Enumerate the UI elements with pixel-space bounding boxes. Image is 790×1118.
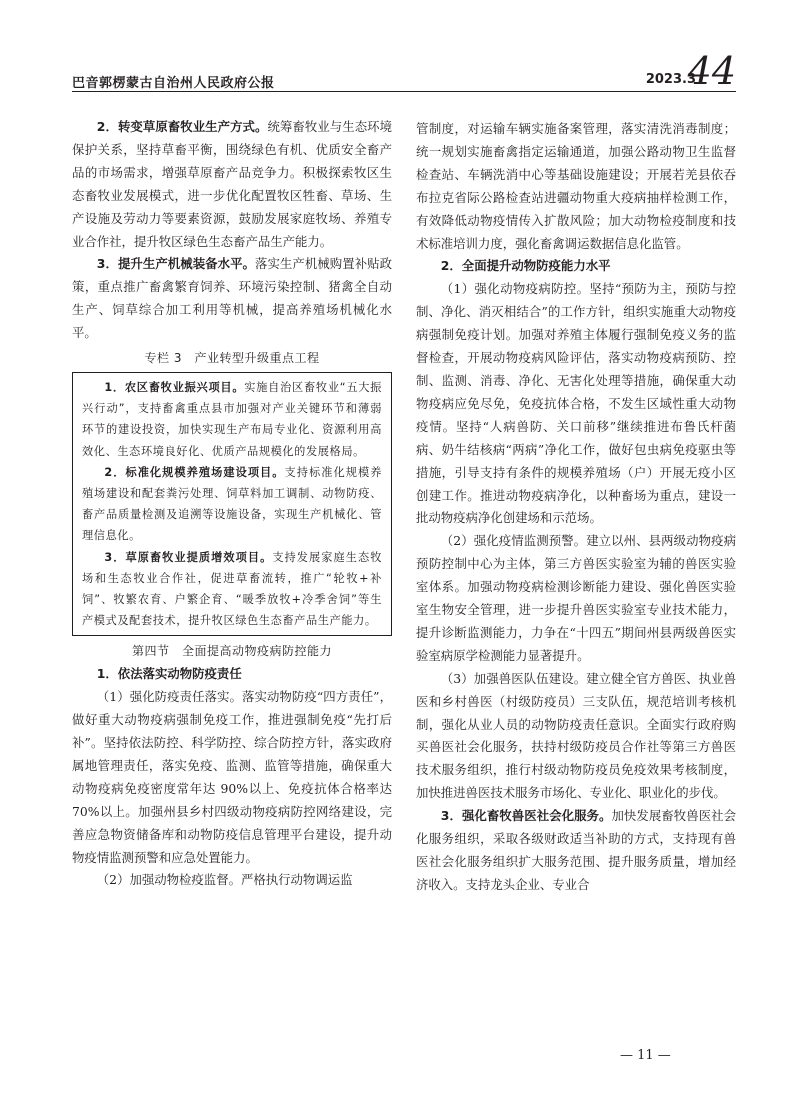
chapter-heading: 第四节 全面提高动物疫病防控能力: [131, 644, 332, 659]
paragraph-body: 加快发展畜牧兽医社会化服务组织，采取各级财政适当补助的方式，支持现有兽医社会化服务组织扩大服务范围、提升服务质量，增加经济收入。支持龙头企业、专业合: [416, 808, 736, 892]
paragraph-heading: 2．转变草原畜牧业生产方式。: [96, 119, 268, 134]
paragraph: （2）加强动物检疫监督。严格执行动物调运监: [96, 872, 353, 888]
paragraph-heading: 3．强化畜牧兽医社会化服务。: [440, 808, 612, 824]
paragraph: [72, 253, 392, 345]
header-rule: [72, 91, 736, 92]
box-item-body: 支持发展家庭生态牧场和生态牧业合作社，促进草畜流转，推广“轮牧+补饲”、牧繁农育、户繁企育、“暖季放牧+冷季舍饲”等生产模式及配套技术，提升牧区绿色生态畜产品生产能力。: [82, 550, 382, 628]
feature-box: [72, 372, 392, 636]
paragraph: （2）强化疫情监测预警。建立以州、县两级动物疫病预防控制中心为主体，第三方兽医实验室为辅的兽医实验室体系。加强动物疫病检测诊断能力建设、强化兽医实验室生物安全管理，进一步提升兽医实验室专业技术能力，提升诊断监测能力，力争在“十四五”期间州县两级兽医实验室病原学检测能力显著提升。: [416, 533, 736, 663]
paragraph-body: 统筹畜牧业与生态环境保护关系，坚持草畜平衡，围绕绿色有机、优质安全畜产品的市场需求，增强草原畜产品竞争力。积极探索牧区生态畜牧业发展模式，进一步优化配置牧区牲畜、草场、生产设施及劳动力等要素资源，鼓励发展家庭牧场、养殖专业合作社，提升牧区绿色生态畜产品生产能力。: [72, 119, 392, 249]
left-column: [72, 116, 392, 892]
box-item: [82, 462, 382, 547]
paragraph: [416, 805, 736, 897]
paragraph: [72, 116, 392, 253]
issue-date: 2023.3: [645, 72, 696, 87]
box-item-body: 实施自治区畜牧业“五大振兴行动”，支持畜禽重点县市加强对产业关键环节和薄弱环节的建设投资，加快实现生产布局专业化、资源利用高效化、生态环境良好化、优质产品规模化的发展格局。: [82, 380, 382, 458]
publication-title: 巴音郭楞蒙古自治州人民政府公报: [72, 76, 275, 91]
box-item-heading: 1．农区畜牧业振兴项目。: [104, 380, 245, 394]
issue-number: 44: [687, 49, 736, 93]
paragraph: （3）加强兽医队伍建设。建立健全官方兽医、执业兽医和乡村兽医（村级防疫员）三支队伍，规范培训考核机制，强化从业人员的动物防疫责任意识。全面实行政府购买兽医社会化服务，扶持村级防疫员合作社等第三方兽医技术服务组织，推行村级动物防疫员免疫效果考核制度，加快推进兽医技术服务市场化、专业化、职业化的步伐。: [416, 670, 736, 801]
page-header: [72, 49, 736, 93]
section-heading: 1．依法落实动物防疫责任: [96, 666, 242, 682]
page-number: — 11 —: [620, 1048, 671, 1063]
box-item: [82, 377, 382, 462]
box-item-heading: 3．草原畜牧业提质增效项目。: [104, 550, 273, 564]
paragraph-body: 落实生产机械购置补贴政策，重点推广畜禽繁育饲养、环境污染控制、猪禽全自动生产、饲草综合加工利用等机械，提高养殖场机械化水平。: [72, 256, 393, 341]
box-item-heading: 2．标准化规模养殖场建设项目。: [104, 465, 285, 479]
paragraph: 管制度，对运输车辆实施备案管理，落实清洗消毒制度；统一规划实施畜禽指定运输通道，加强公路动物卫生监督检查站、车辆洗消中心等基础设施建设；开展若羌县依吞布拉克省际公路检查站进疆动物重大疫病抽样检测工作，有效降低动物疫情传入扩散风险；加大动物检疫制度和技术标准培训力度，强化畜禽调运数据信息化监管。: [416, 121, 736, 251]
paragraph: （1）强化防疫责任落实。落实动物防疫“四方责任”，做好重大动物疫病强制免疫工作，推进强制免疫“先打后补”。坚持依法防控、科学防控、综合防控方针，落实政府属地管理责任，落实免疫、监测、监管等措施，确保重大动物疫病免疫密度常年达 90%以上、免疫抗体合格率达 70%以上。加强州县乡村四级动物疫病防控网络建设，完善应急物资储备库和动物防疫信息管理平台建设，提升动物疫情监测预警和应急处置能力。: [72, 689, 392, 865]
paragraph: （1）强化动物疫病防控。坚持“预防为主，预防与控制、净化、消灭相结合”的工作方针，组织实施重大动物疫病强制免疫计划。加强对养殖主体履行强制免疫义务的监督检查，开展动物疫病风险评估，落实动物疫病预防、控制、监测、消毒、净化、无害化处理等措施，确保重大动物疫病应免尽免，免疫抗体合格，不发生区域性重大动物疫情。坚持“人病兽防、关口前移”继续推进布鲁氏杆菌病、奶牛结核病“两病”净化工作，做好包虫病免疫驱虫等措施，引导支持有条件的规模养殖场（户）开展无疫小区创建工作。推进动物疫病净化，以种畜场为重点，建设一批动物疫病净化创建场和示范场。: [416, 281, 736, 526]
box-item: [82, 547, 382, 632]
box-title: 专栏 3 产业转型升级重点工程: [144, 351, 320, 366]
paragraph-heading: 3．提升生产机械装备水平。: [96, 256, 256, 272]
section-heading: 2．全面提升动物防疫能力水平: [440, 258, 611, 274]
box-item-body: 支持标准化规模养殖场建设和配套粪污处理、饲草料加工调制、动物防疫、畜产品质量检测及追溯等设施设备，实现生产机械化、管理信息化。: [82, 465, 382, 543]
right-column: [416, 118, 736, 897]
